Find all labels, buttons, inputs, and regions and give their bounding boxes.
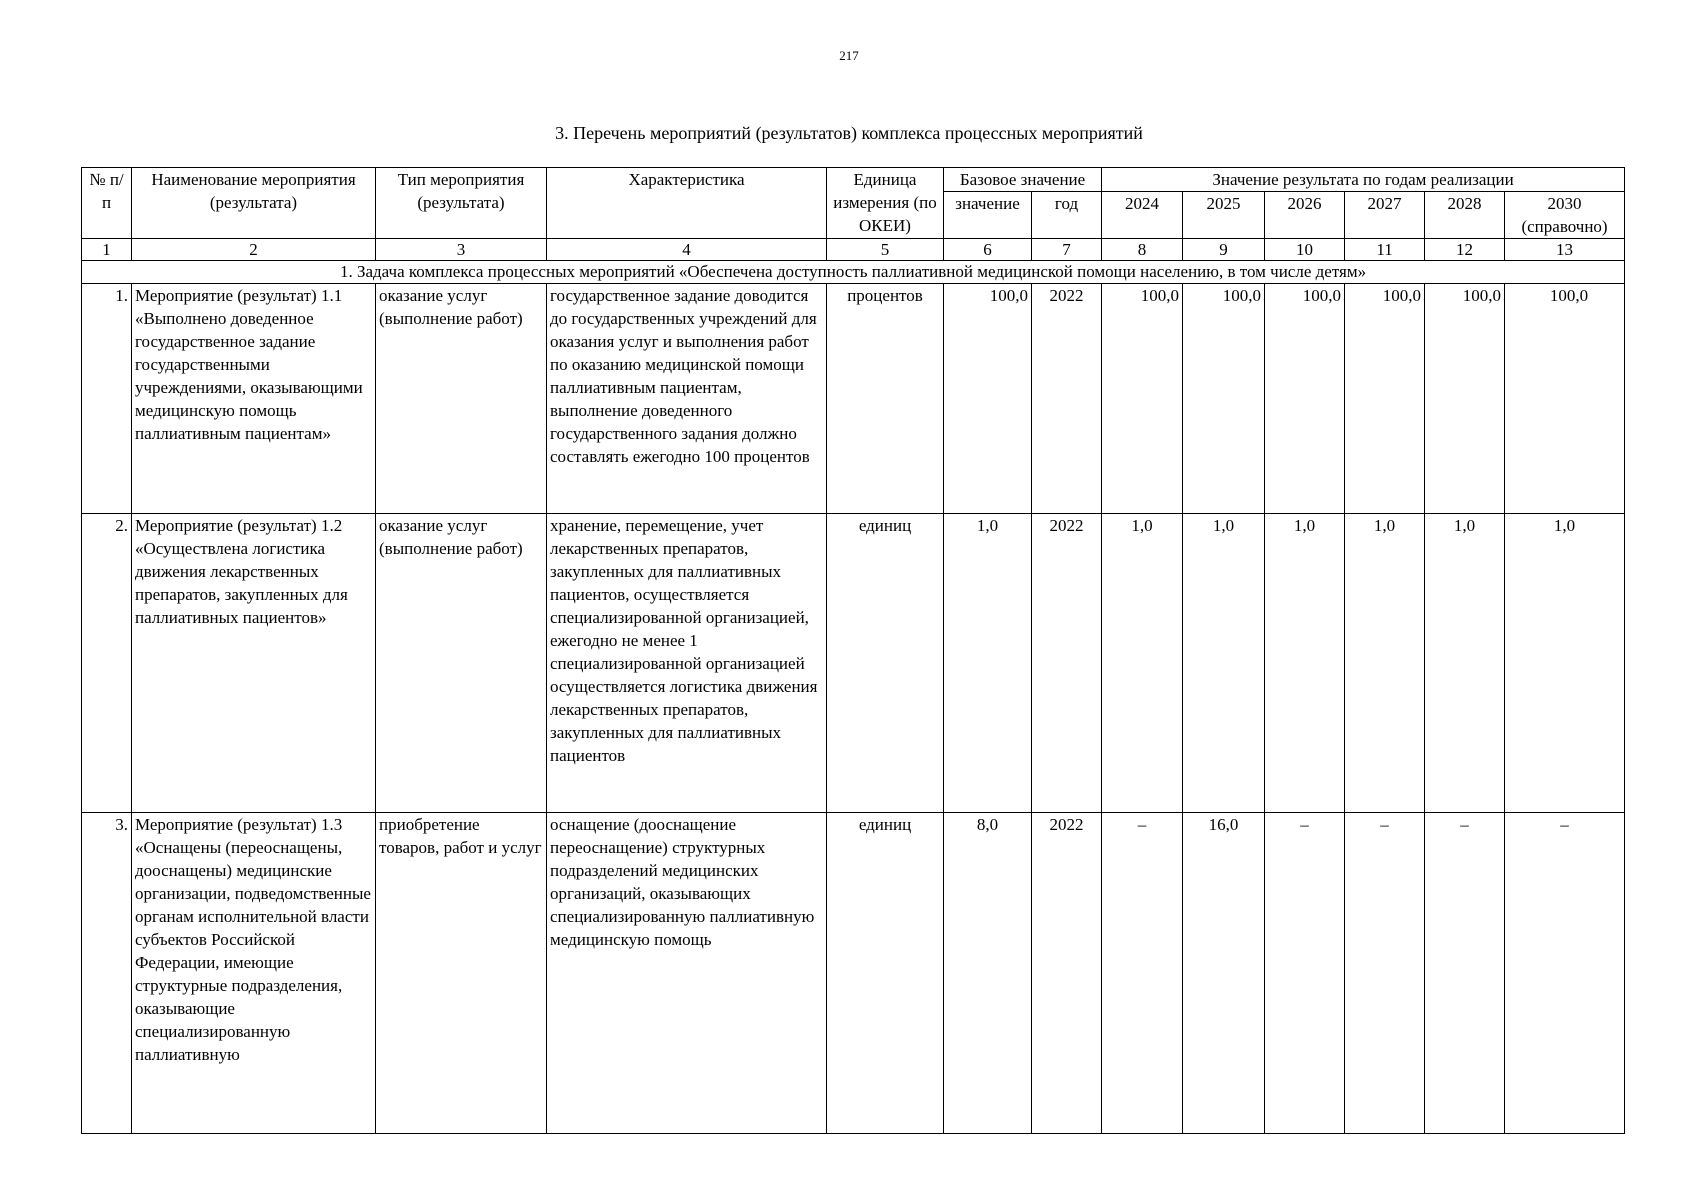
row-num: 1. [82,284,132,514]
row-value-2027: – [1345,813,1425,1134]
header-type: Тип мероприятия (результата) [376,168,547,239]
header-year: 2025 [1183,192,1265,239]
column-number: 2 [132,239,376,261]
header-unit: Единица измерения (по ОКЕИ) [827,168,944,239]
header-name: Наименование мероприятия (результата) [132,168,376,239]
row-value-2025: 16,0 [1183,813,1265,1134]
column-number: 9 [1183,239,1265,261]
row-type: оказание услуг (выполнение работ) [376,284,547,514]
row-value-2026: 1,0 [1265,514,1345,813]
task-row [82,261,1625,284]
column-number: 12 [1425,239,1505,261]
row-name: Мероприятие (результат) 1.2 «Осуществлена логистика движения лекарственных препаратов, закупленных для паллиативных пациентов» [132,514,376,813]
page-number: 217 [839,48,859,63]
row-base-value: 1,0 [944,514,1032,813]
row-characteristic: хранение, перемещение, учет лекарственных препаратов, закупленных для паллиативных пациентов, осуществляется специализированной организацией, ежегодно не менее 1 специализированной организацией осуществляется логистика движения лекарственных препаратов, закупленных для паллиативных пациентов [547,514,827,813]
row-num: 3. [82,813,132,1134]
activities-table [81,167,1625,1134]
column-number: 8 [1102,239,1183,261]
row-unit: единиц [827,813,944,1134]
header-results: Значение результата по годам реализации [1102,168,1625,192]
row-value-2028: 100,0 [1425,284,1505,514]
row-base-value: 8,0 [944,813,1032,1134]
header-year: 2026 [1265,192,1345,239]
row-value-2024: 1,0 [1102,514,1183,813]
header-year: 2028 [1425,192,1505,239]
row-value-2025: 100,0 [1183,284,1265,514]
row-name: Мероприятие (результат) 1.3 «Оснащены (переоснащены, дооснащены) медицинские организации, подведомственные органам исполнительной власти субъектов Российской Федерации, имеющие структурные подразделения, оказывающие специализированную паллиативную [132,813,376,1134]
row-base-year: 2022 [1032,514,1102,813]
row-name: Мероприятие (результат) 1.1 «Выполнено доведенное государственное задание государственными учреждениями, оказывающими медицинскую помощь паллиативным пациентам» [132,284,376,514]
row-value-2030: – [1505,813,1625,1134]
row-characteristic: оснащение (дооснащение переоснащение) структурных подразделений медицинских организаций, оказывающих специализированную паллиативную медицинскую помощь [547,813,827,1134]
column-number: 4 [547,239,827,261]
document-title: 3. Перечень мероприятий (результатов) комплекса процессных мероприятий [555,123,1143,143]
row-value-2026: 100,0 [1265,284,1345,514]
row-value-2028: – [1425,813,1505,1134]
header-year: 2027 [1345,192,1425,239]
row-value-2024: 100,0 [1102,284,1183,514]
header-year: 2030 (справочно) [1505,192,1625,239]
table-row [82,514,1625,813]
row-base-year: 2022 [1032,813,1102,1134]
column-number: 11 [1345,239,1425,261]
header-characteristic: Характеристика [547,168,827,239]
header-base-year: год [1032,192,1102,239]
column-number: 10 [1265,239,1345,261]
row-type: оказание услуг (выполнение работ) [376,514,547,813]
column-number-row [82,239,1625,261]
header-num: № п/п [82,168,132,239]
row-characteristic: государственное задание доводится до государственных учреждений для оказания услуг и выполнения работ по оказанию медицинской помощи паллиативным пациентам, выполнение доведенного государственного задания должно составлять ежегодно 100 процентов [547,284,827,514]
header-base: Базовое значение [944,168,1102,192]
row-value-2026: – [1265,813,1345,1134]
row-base-year: 2022 [1032,284,1102,514]
row-num: 2. [82,514,132,813]
header-base-value: значение [944,192,1032,239]
row-type: приобретение товаров, работ и услуг [376,813,547,1134]
row-value-2030: 100,0 [1505,284,1625,514]
column-number: 13 [1505,239,1625,261]
column-number: 7 [1032,239,1102,261]
table-row [82,813,1625,1134]
row-value-2027: 1,0 [1345,514,1425,813]
row-value-2025: 1,0 [1183,514,1265,813]
task-title: 1. Задача комплекса процессных мероприятий «Обеспечена доступность паллиативной медицинской помощи населению, в том числе детям» [82,261,1625,284]
column-number: 5 [827,239,944,261]
row-unit: процентов [827,284,944,514]
row-value-2028: 1,0 [1425,514,1505,813]
column-number: 6 [944,239,1032,261]
table-row [82,284,1625,514]
header-year: 2024 [1102,192,1183,239]
row-base-value: 100,0 [944,284,1032,514]
column-number: 3 [376,239,547,261]
column-number: 1 [82,239,132,261]
row-value-2027: 100,0 [1345,284,1425,514]
row-unit: единиц [827,514,944,813]
row-value-2030: 1,0 [1505,514,1625,813]
row-value-2024: – [1102,813,1183,1134]
